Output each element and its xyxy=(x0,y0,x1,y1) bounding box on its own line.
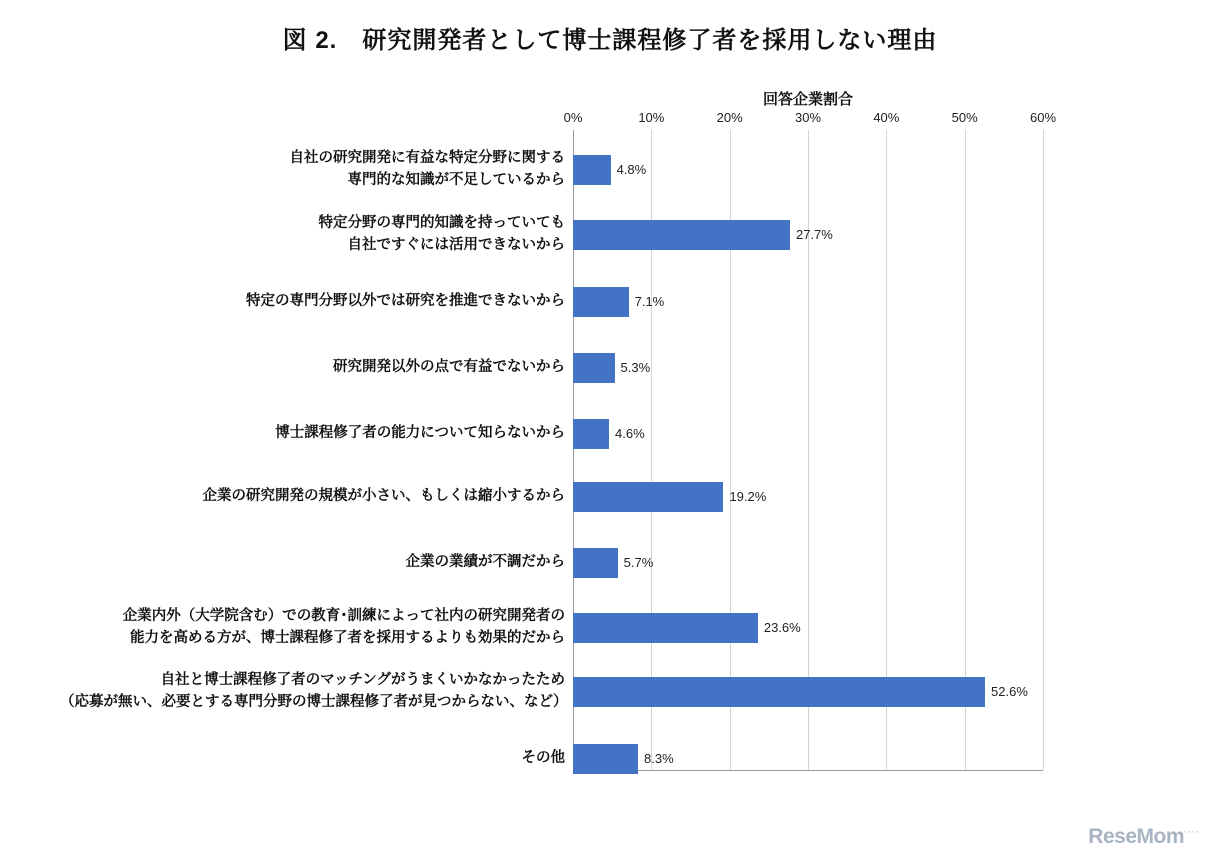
category-label: その他 xyxy=(521,750,565,766)
x-tick-label: 0% xyxy=(563,110,583,125)
x-axis-tick-labels xyxy=(563,110,1057,126)
bar xyxy=(573,353,615,383)
category-label: 自社と博士課程修了者のマッチングがうまくいかなかったため （応募が無い、必要とする専門分野の博士課程修了者が見つからない、など） xyxy=(60,672,568,710)
bar-value-label: 7.1% xyxy=(634,294,665,309)
bar-value-label: 27.7% xyxy=(795,227,833,242)
bar-value-label: 4.6% xyxy=(615,426,645,441)
bar-value-label: 8.3% xyxy=(644,751,674,766)
x-tick-label: 10% xyxy=(638,110,665,125)
category-label: 特定の専門分野以外では研究を推進できないから xyxy=(246,293,565,309)
category-label: 博士課程修了者の能力について知らないから xyxy=(275,425,565,441)
gridline xyxy=(808,130,809,770)
page-title: 図 2. 研究開発者として博士課程修了者を採用しない理由 xyxy=(282,27,938,54)
bar-value-label: 23.6% xyxy=(763,620,801,635)
bar xyxy=(573,419,609,449)
bar xyxy=(573,548,618,578)
category-label: 企業の業績が不調だから xyxy=(405,554,565,570)
x-tick-label: 40% xyxy=(873,110,900,125)
watermark-text: ReseMom xyxy=(1088,825,1184,848)
gridline xyxy=(965,130,966,770)
category-label: 企業の研究開発の規模が小さい、もしくは縮小するから xyxy=(202,488,565,504)
bar-value-label: 19.2% xyxy=(729,489,767,504)
category-label: 自社の研究開発に有益な特定分野に関する 専門的な知識が不足しているから xyxy=(289,150,565,188)
gridline xyxy=(1043,130,1044,770)
bar-value-label: 5.3% xyxy=(620,360,651,375)
bar-value-label: 52.6% xyxy=(991,684,1028,699)
bar xyxy=(573,613,758,643)
bar xyxy=(573,744,638,774)
bar xyxy=(573,220,790,250)
x-tick-label: 30% xyxy=(794,110,822,125)
x-tick-label: 50% xyxy=(951,110,978,125)
category-label: 企業内外（大学院含む）での教育･訓練によって社内の研究開発者の 能力を高める方が、博士課程修了者を採用するよりも効果的だから xyxy=(122,608,565,646)
gridline xyxy=(886,130,887,770)
category-label: 特定分野の専門的知識を持っていても 自社ですぐには活用できないから xyxy=(318,215,565,253)
watermark-logo xyxy=(1088,825,1200,849)
bar xyxy=(573,287,629,317)
x-axis-line xyxy=(573,770,1043,771)
x-tick-label: 20% xyxy=(716,110,743,125)
bar xyxy=(573,677,985,707)
x-axis-title: 回答企業割合 xyxy=(762,91,853,108)
x-tick-label: 60% xyxy=(1029,110,1057,125)
bar xyxy=(573,482,723,512)
watermark-dots: ···· xyxy=(1184,827,1200,837)
bar-value-label: 4.8% xyxy=(616,162,647,177)
category-label: 研究開発以外の点で有益でないから xyxy=(333,359,565,375)
bar xyxy=(573,155,611,185)
bar-value-label: 5.7% xyxy=(623,555,654,570)
